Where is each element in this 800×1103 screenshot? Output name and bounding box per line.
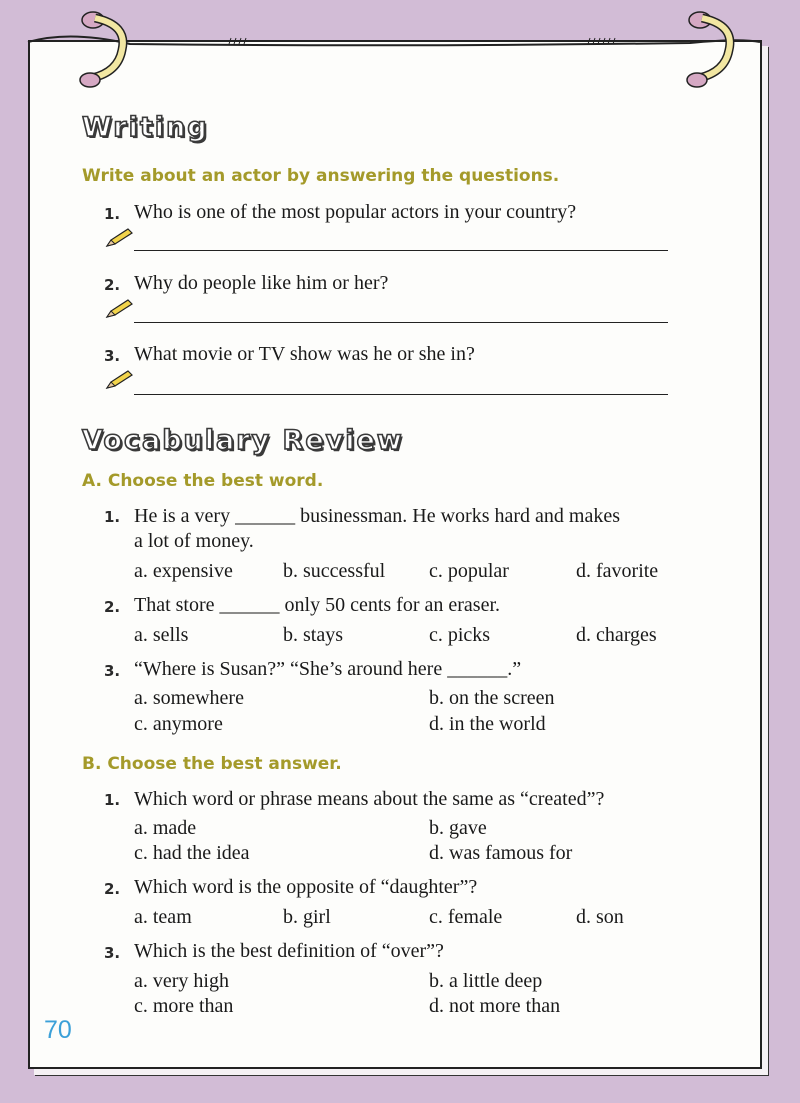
answer-line-1[interactable]: [134, 250, 668, 251]
writing-q1-text: Who is one of the most popular actors in your country?: [134, 201, 577, 223]
b-q1-option-d[interactable]: d. was famous for: [429, 842, 573, 864]
a-q2-line1: That store ______ only 50 cents for an eraser.: [134, 594, 501, 616]
a-q1-line1: He is a very ______ businessman. He works hard and makes: [134, 505, 621, 527]
a-q1-option-d[interactable]: d. favorite: [576, 560, 659, 582]
a-q1-line2: a lot of money.: [134, 530, 254, 552]
left-ring: [80, 12, 123, 87]
writing-q3-number: 3.: [104, 347, 121, 365]
answer-line-2[interactable]: [134, 322, 668, 323]
a-q3-option-d[interactable]: d. in the world: [429, 713, 546, 735]
b-q1-line1: Which word or phrase means about the same as “created”?: [134, 788, 605, 810]
pencil-icon: [104, 298, 134, 320]
pencil-icon: [104, 227, 134, 249]
writing-heading: Writing: [82, 112, 209, 143]
section-a-instruction: A. Choose the best word.: [82, 471, 324, 491]
a-q3-option-a[interactable]: a. somewhere: [134, 687, 244, 709]
b-q3-option-b[interactable]: b. a little deep: [429, 970, 543, 992]
b-q3-number: 3.: [104, 944, 121, 962]
a-q2-option-d[interactable]: d. charges: [576, 624, 657, 646]
b-q2-option-a[interactable]: a. team: [134, 906, 192, 928]
writing-q2-text: Why do people like him or her?: [134, 272, 389, 294]
b-q1-option-b[interactable]: b. gave: [429, 817, 487, 839]
section-b-instruction: B. Choose the best answer.: [82, 754, 342, 774]
a-q2-option-a[interactable]: a. sells: [134, 624, 189, 646]
b-q3-option-d[interactable]: d. not more than: [429, 995, 561, 1017]
writing-instruction: Write about an actor by answering the questions.: [82, 166, 560, 186]
right-ring: [687, 12, 730, 87]
a-q2-option-b[interactable]: b. stays: [283, 624, 343, 646]
a-q1-option-a[interactable]: a. expensive: [134, 560, 233, 582]
writing-q2-number: 2.: [104, 276, 121, 294]
a-q3-number: 3.: [104, 662, 121, 680]
a-q3-line1: “Where is Susan?” “She’s around here ______.”: [134, 658, 522, 680]
b-q2-line1: Which word is the opposite of “daughter”?: [134, 876, 478, 898]
a-q1-option-c[interactable]: c. popular: [429, 560, 509, 582]
b-q3-option-c[interactable]: c. more than: [134, 995, 234, 1017]
a-q2-option-c[interactable]: c. picks: [429, 624, 491, 646]
a-q3-option-c[interactable]: c. anymore: [134, 713, 223, 735]
writing-q1-number: 1.: [104, 205, 121, 223]
b-q2-option-b[interactable]: b. girl: [283, 906, 331, 928]
b-q2-option-c[interactable]: c. female: [429, 906, 503, 928]
b-q3-option-a[interactable]: a. very high: [134, 970, 229, 992]
b-q3-line1: Which is the best definition of “over”?: [134, 940, 444, 962]
b-q1-option-a[interactable]: a. made: [134, 817, 197, 839]
b-q1-option-c[interactable]: c. had the idea: [134, 842, 250, 864]
a-q1-option-b[interactable]: b. successful: [283, 560, 386, 582]
b-q1-number: 1.: [104, 791, 121, 809]
pencil-icon: [104, 369, 134, 391]
a-q3-option-b[interactable]: b. on the screen: [429, 687, 555, 709]
page-number: 70: [44, 1016, 72, 1044]
writing-q3-text: What movie or TV show was he or she in?: [134, 343, 475, 365]
a-q1-number: 1.: [104, 508, 121, 526]
vocab-heading: Vocabulary Review: [82, 425, 404, 456]
answer-line-3[interactable]: [134, 394, 668, 395]
b-q2-option-d[interactable]: d. son: [576, 906, 624, 928]
binder-rings: [0, 0, 800, 100]
a-q2-number: 2.: [104, 598, 121, 616]
b-q2-number: 2.: [104, 880, 121, 898]
